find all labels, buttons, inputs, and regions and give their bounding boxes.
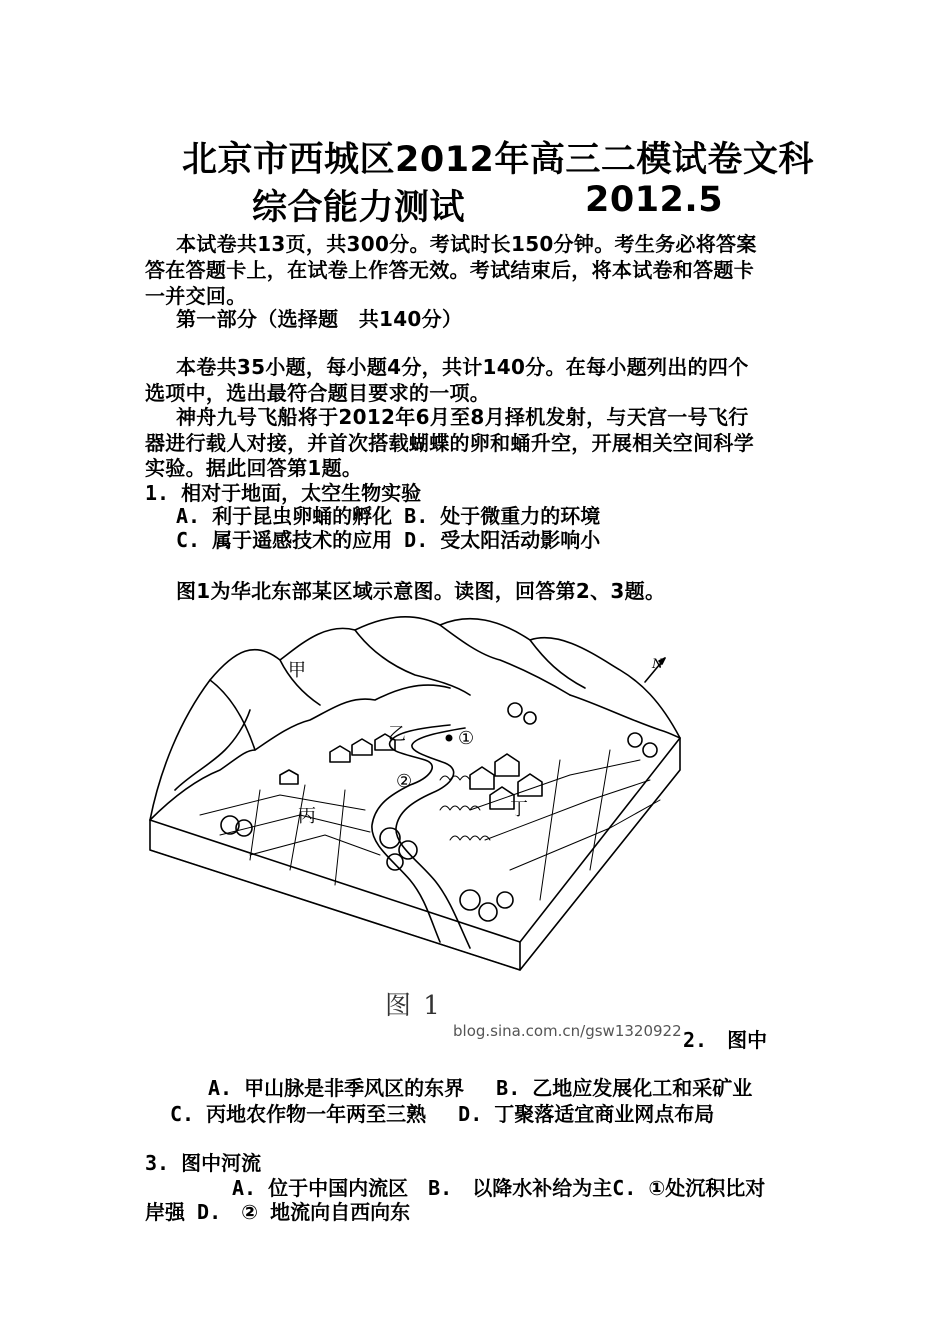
marker-dot-1 [446, 735, 453, 742]
label-yi: 乙 [388, 724, 406, 745]
label-ding: 丁 [510, 799, 528, 820]
intro-line-3: 一并交回。 [145, 284, 247, 308]
block-front-left-edge [150, 820, 520, 970]
label-mark-2: ② [396, 771, 413, 792]
page-title: 北京市西城区2012年高三二模试卷文科 [182, 140, 814, 180]
river-left-bank [372, 725, 450, 942]
passage-line-1: 神舟九号飞船将于2012年6月至8月择机发射，与天宫一号飞行 [176, 405, 749, 429]
watermark: blog.sina.com.cn/gsw1320922 [453, 1022, 682, 1040]
intro-line-2: 答在答题卡上，在试卷上作答无效。考试结束后，将本试卷和答题卡 [145, 258, 754, 282]
part1-heading: 第一部分（选择题 共140分） [176, 307, 463, 331]
page-subtitle: 综合能力测试 [252, 188, 466, 228]
figure-1-block-diagram [140, 600, 700, 985]
part1-instruction-2: 选项中，选出最符合题目要求的一项。 [145, 381, 491, 405]
intro-line-1: 本试卷共13页，共300分。考试时长150分钟。考生务必将答案 [176, 232, 757, 256]
part1-instruction-1: 本卷共35小题，每小题4分，共计140分。在每小题列出的四个 [176, 355, 749, 379]
question-3-stem: 3. 图中河流 [145, 1151, 262, 1175]
label-jia: 甲 [288, 660, 306, 681]
question-3-options-line-2: 岸强 D. ② 地流向自西向东 [145, 1200, 411, 1224]
question-2-stem: 2. 图中 [683, 1028, 768, 1052]
label-bing: 丙 [298, 806, 316, 827]
question-2-options-ab: A. 甲山脉是非季风区的东界 B. 乙地应发展化工和采矿业 [208, 1076, 753, 1100]
question-3-options-line-1: A. 位于中国内流区 B. 以降水补给为主C. ①处沉积比对 [232, 1176, 766, 1200]
mountain-ridge-back [150, 617, 680, 820]
figure-intro: 图1为华北东部某区域示意图。读图，回答第2、3题。 [176, 579, 666, 603]
figure-caption: 图 1 [385, 991, 442, 1021]
question-1-options-ab: A. 利于昆虫卵蛹的孵化 B. 处于微重力的环境 [176, 504, 601, 528]
exam-date: 2012.5 [585, 180, 724, 220]
question-1-stem: 1. 相对于地面，太空生物实验 [145, 481, 422, 505]
question-1-options-cd: C. 属于遥感技术的应用 D. 受太阳活动影响小 [176, 528, 601, 552]
passage-line-3: 实验。据此回答第1题。 [145, 456, 363, 480]
question-2-options-cd: C. 丙地农作物一年两至三熟 D. 丁聚落适宜商业网点布局 [170, 1102, 715, 1126]
label-mark-1: ① [458, 728, 475, 749]
label-north: N [652, 657, 664, 672]
block-front-right-edge [520, 738, 680, 970]
passage-line-2: 器进行载人对接，并首次搭载蝴蝶的卵和蛹升空，开展相关空间科学 [145, 431, 754, 455]
